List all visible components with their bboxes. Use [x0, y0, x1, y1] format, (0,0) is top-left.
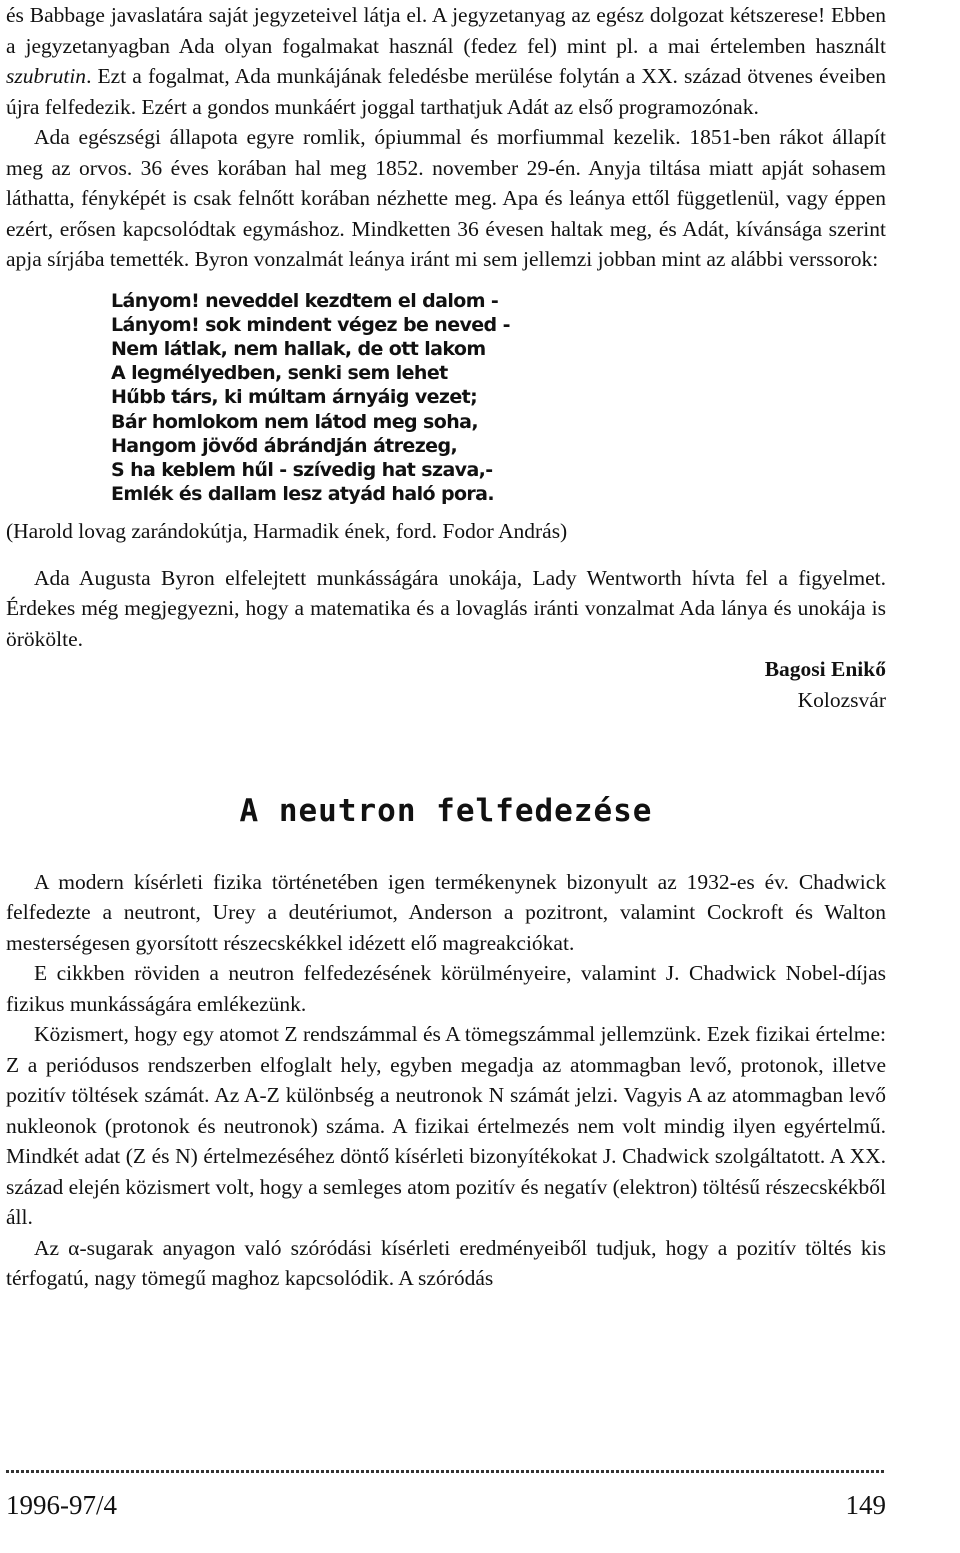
issue-number: 1996-97/4: [6, 1490, 117, 1520]
poem-line: Nem látlak, nem hallak, de ott lakom: [111, 337, 486, 360]
author-place: Kolozsvár: [797, 688, 886, 713]
article-title: A neutron felfedezése: [239, 793, 653, 830]
poem-line: Hangom jövőd ábrándján átrezeg,: [111, 434, 458, 457]
poem-line: Hűbb társ, ki múltam árnyáig vezet;: [111, 386, 478, 409]
poem-line: Bár homlokom nem látod meg soha,: [111, 410, 478, 433]
page-number: 149: [845, 1490, 886, 1520]
signature-block: [6, 654, 886, 716]
paragraph-ada-health: Ada egészségi állapota egyre romlik, ópiummal és morfiummal kezelik. 1851-ben rákot állapít meg az orvos. 36 éves korában hal meg 1852. november 29-én. Anyja tiltása miatt apját sohasem láthatta, fényképét is csak felnőtt korában nézhette meg. Apa és leánya ettől függetlenül, vagy éppen ezért, erősen kapcsolódtak egymáshoz. Mindketten 36 évesen haltak meg, és Adát, kívánsága szerint apja sírjába temették. Byron vonzalmát leánya iránt mi sem jellemzi jobban mint az alábbi verssorok:: [6, 125, 886, 271]
author-name: Bagosi Enikő: [764, 657, 886, 682]
poem-line: Lányom! neveddel kezdtem el dalom -: [111, 289, 499, 312]
poem-line: Emlék és dallam lesz atyád haló pora.: [111, 483, 495, 506]
poem-verses: [111, 289, 886, 507]
poem-line: S ha keblem hűl - szívedig hat szava,-: [111, 458, 493, 481]
poem-line: Lányom! sok mindent végez be neved -: [111, 313, 510, 336]
footer-rule: [6, 1470, 886, 1473]
paragraph-ada-notes: és Babbage javaslatára saját jegyzeteivel látja el. A jegyzetanyag az egész dolgozat kétszerese! Ebben a jegyzetanyagban Ada olyan fogalmakat használ (fedez fel) mint pl. a mai értelemben használt szubrutin. Ezt a fogalmat, Ada munkájának feledésbe merülése folytán a XX. század ötvenes éveiben újra felfedezik. Ezért a gondos munkáért joggal tarthatjuk Adát az első programozónak.: [6, 3, 886, 119]
paragraph-wentworth: Ada Augusta Byron elfelejtett munkásságára unokája, Lady Wentworth hívta fel a figyelmet. Érdekes még megjegyezni, hogy a matematika és a lovaglás iránti vonzalmat Ada lánya és unokája is örökölte.: [6, 565, 886, 651]
emphasis-subroutine: szubrutin: [6, 64, 87, 88]
paragraph-1932: A modern kísérleti fizika történetében igen termékenynek bizonyult az 1932-es év. Chadwick felfedezte a neutront, Urey a deutériumot, Anderson a pozitront, valamint Cockroft és Walton mesterségesen gyorsított részecskékkel idézett elő magreakciókat.: [6, 869, 886, 955]
page-footer: [6, 1490, 886, 1521]
paragraph-chadwick: E cikkben röviden a neutron felfedezésének körülményeire, valamint J. Chadwick Nobel-díjas fizikus munkásságára emlékezünk.: [6, 961, 886, 1016]
paragraph-atom-numbers: Közismert, hogy egy atomot Z rendszámmal és A tömegszámmal jellemzünk. Ezek fizikai értelme: Z a periódusos rendszerben elfoglalt hely, egyben megadja az atommagban levő, protonok, illetve pozitív töltések számát. Az A-Z különbség a neutronok N számát jelzi. Vagyis A az atommagban levő nukleonok (protonok és neutronok) száma. A fizikai értelmezés nem volt mindig ilyen egyértelmű. Mindkét adat (Z és N) értelmezéséhez döntő kísérleti bizonyítékokat J. Chadwick szolgáltatott. A XX. század elején közismert volt, hogy a semleges atom pozitív és negatív (elektron) töltésű részecskékből áll.: [6, 1022, 887, 1230]
paragraph-alpha-rays: Az α-sugarak anyagon való szóródási kísérleti eredményeiből tudjuk, hogy a pozitív töltés kis térfogatú, nagy tömegű maghoz kapcsolódik. A szóródás: [6, 1235, 886, 1291]
poem-source: (Harold lovag zarándokútja, Harmadik ének, ford. Fodor András): [6, 519, 568, 544]
page-content: [6, 0, 886, 1294]
poem-line: A legmélyedben, senki sem lehet: [111, 362, 448, 385]
